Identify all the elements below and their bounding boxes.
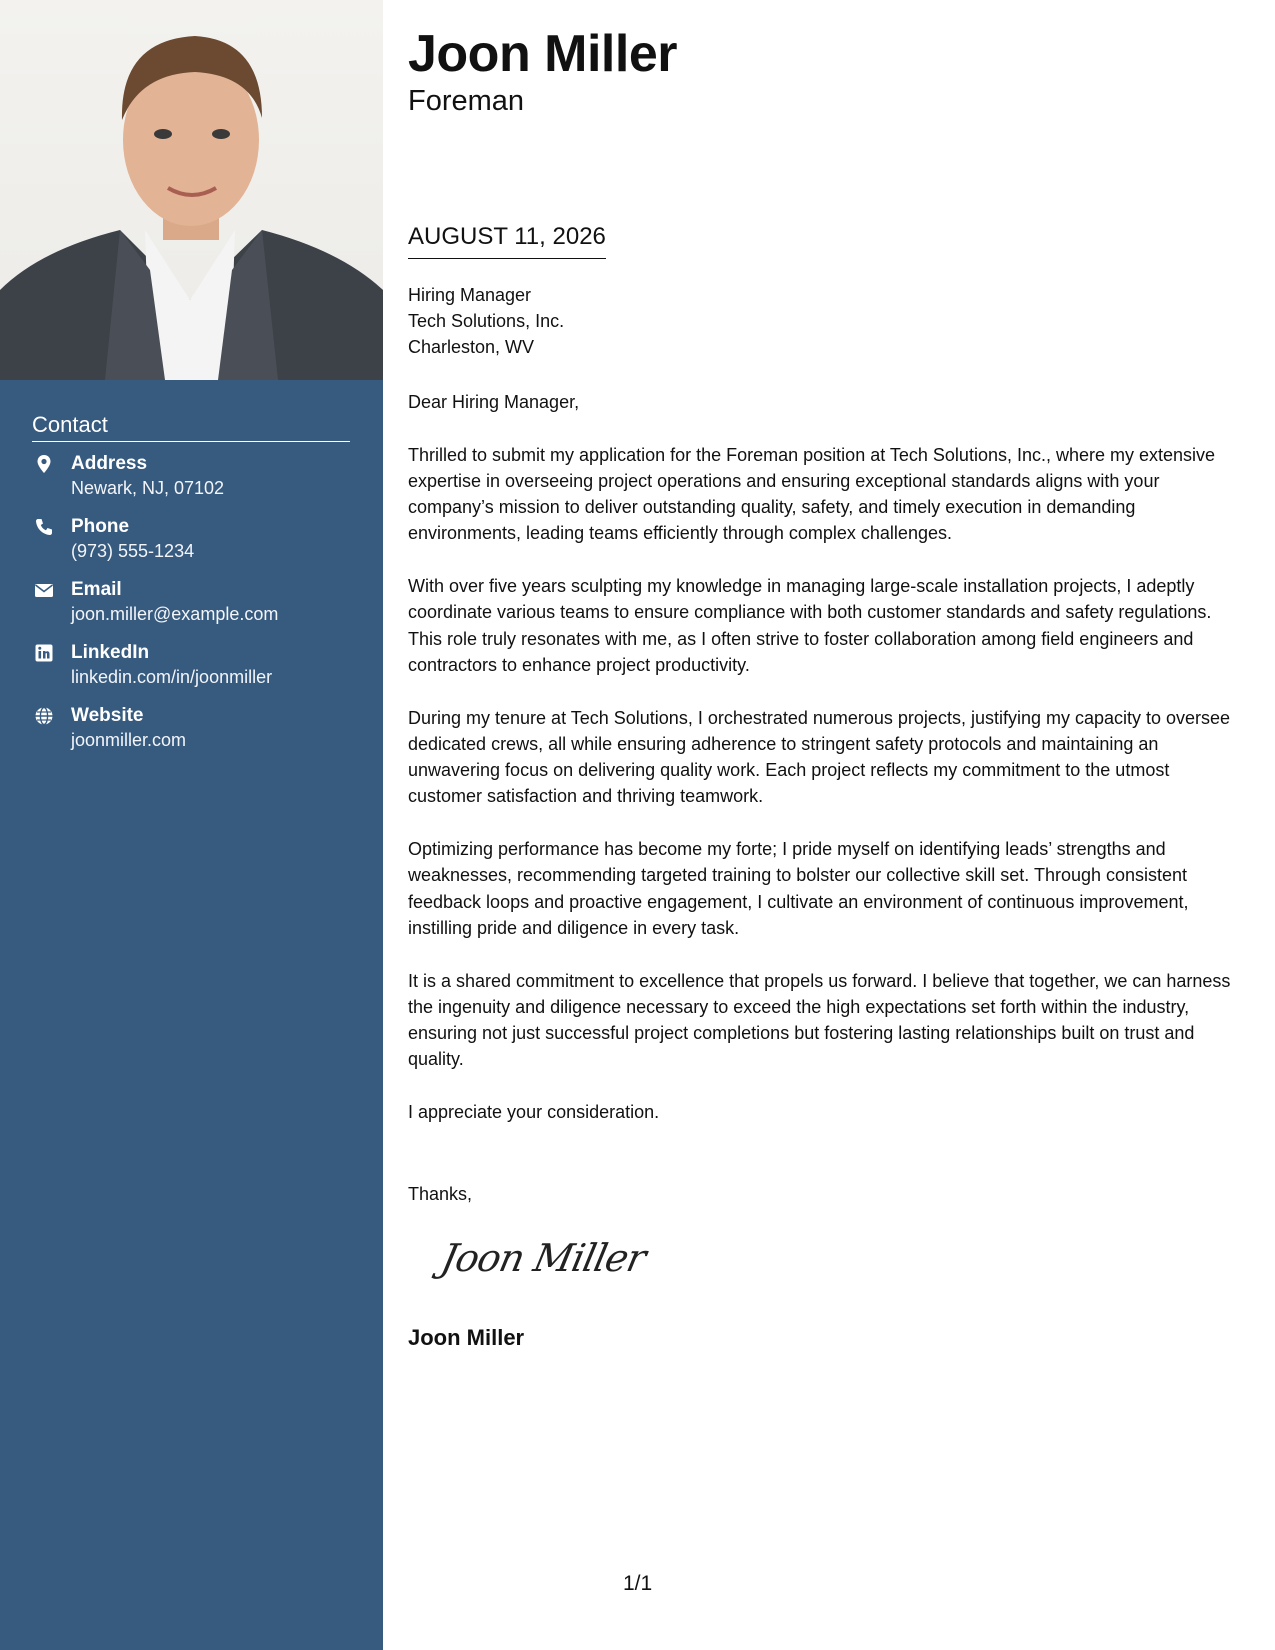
salutation: Dear Hiring Manager, [408,392,580,412]
contact-linkedin [32,641,350,704]
envelope-icon [34,580,54,600]
linkedin-label: LinkedIn [71,642,150,663]
paragraph: It is a shared commitment to excellence that propels us forward. I believe that together, we can harness the ingenuity and diligence necessary to exceed the high expectations set forth within the industry, ensuring not just successful project completions but fostering lasting relationships built on trust and quality. [408,970,1231,1070]
profile-photo-illustration [0,0,383,380]
applicant-role: Foreman [408,85,525,117]
contact-phone [32,515,350,578]
paragraph: With over five years sculpting my knowledge in managing large-scale installation projects, I adeptly coordinate various teams to ensure compliance with both customer standards and safety regulations. This role truly resonates with me, as I often strive to foster collaboration among field engineers and contractors to enhance project productivity. [408,576,1212,675]
contact-email [32,578,350,641]
sidebar [0,0,383,1650]
address-label: Address [71,453,148,474]
phone-label: Phone [71,516,130,537]
profile-photo [0,0,383,380]
phone-icon [34,517,54,537]
recipient-company: Tech Solutions, Inc. [408,311,565,331]
contact-website [32,704,350,767]
page-number: 1/1 [623,1572,653,1595]
letter-body [408,389,1243,1152]
contact-section [32,412,350,767]
recipient-block [408,282,564,360]
contact-title: Contact [32,412,350,442]
phone-value: (973) 555-1234 [71,541,195,561]
email-label: Email [71,579,122,600]
map-pin-icon [34,454,54,474]
recipient-location: Charleston, WV [408,337,535,357]
letter-date: AUGUST 11, 2026 [408,222,606,259]
linkedin-value: linkedin.com/in/joonmiller [71,667,273,687]
recipient-title: Hiring Manager [408,285,532,305]
paragraph: During my tenure at Tech Solutions, I orchestrated numerous projects, justifying my capacity to oversee dedicated crews, all while ensuring adherence to stringent safety protocols and maintaining an unwavering focus on delivering quality work. Each project reflects my commitment to the utmost customer satisfaction and thriving teamwork. [408,707,1231,807]
paragraph: Optimizing performance has become my forte; I pride myself on identifying leads’ strengths and weaknesses, recommending targeted training to bolster our collective skill set. Through consistent feedback loops and proactive engagement, I cultivate an environment of continuous improvement, instilling pride and diligence in every task. [408,839,1189,938]
contact-address [32,452,350,515]
linkedin-icon [34,643,54,663]
website-label: Website [71,705,144,726]
signer-name: Joon Miller [408,1325,525,1350]
website-value: joonmiller.com [71,730,187,750]
closing: Thanks, [408,1184,473,1204]
paragraph: I appreciate your consideration. [408,1102,660,1123]
applicant-name: Joon Miller [408,25,677,83]
paragraph: Thrilled to submit my application for the Foreman position at Tech Solutions, Inc., where my extensive expertise in overseeing project operations and ensuring exceptional standards aligns with your company’s mission to deliver outstanding quality, safety, and timely execution in demanding environments, leading teams efficiently through complex challenges. [408,444,1216,544]
handwritten-signature: Joon Miller [437,1236,650,1280]
address-value: Newark, NJ, 07102 [71,478,225,498]
globe-icon [34,706,54,726]
email-value: joon.miller@example.com [71,604,279,624]
